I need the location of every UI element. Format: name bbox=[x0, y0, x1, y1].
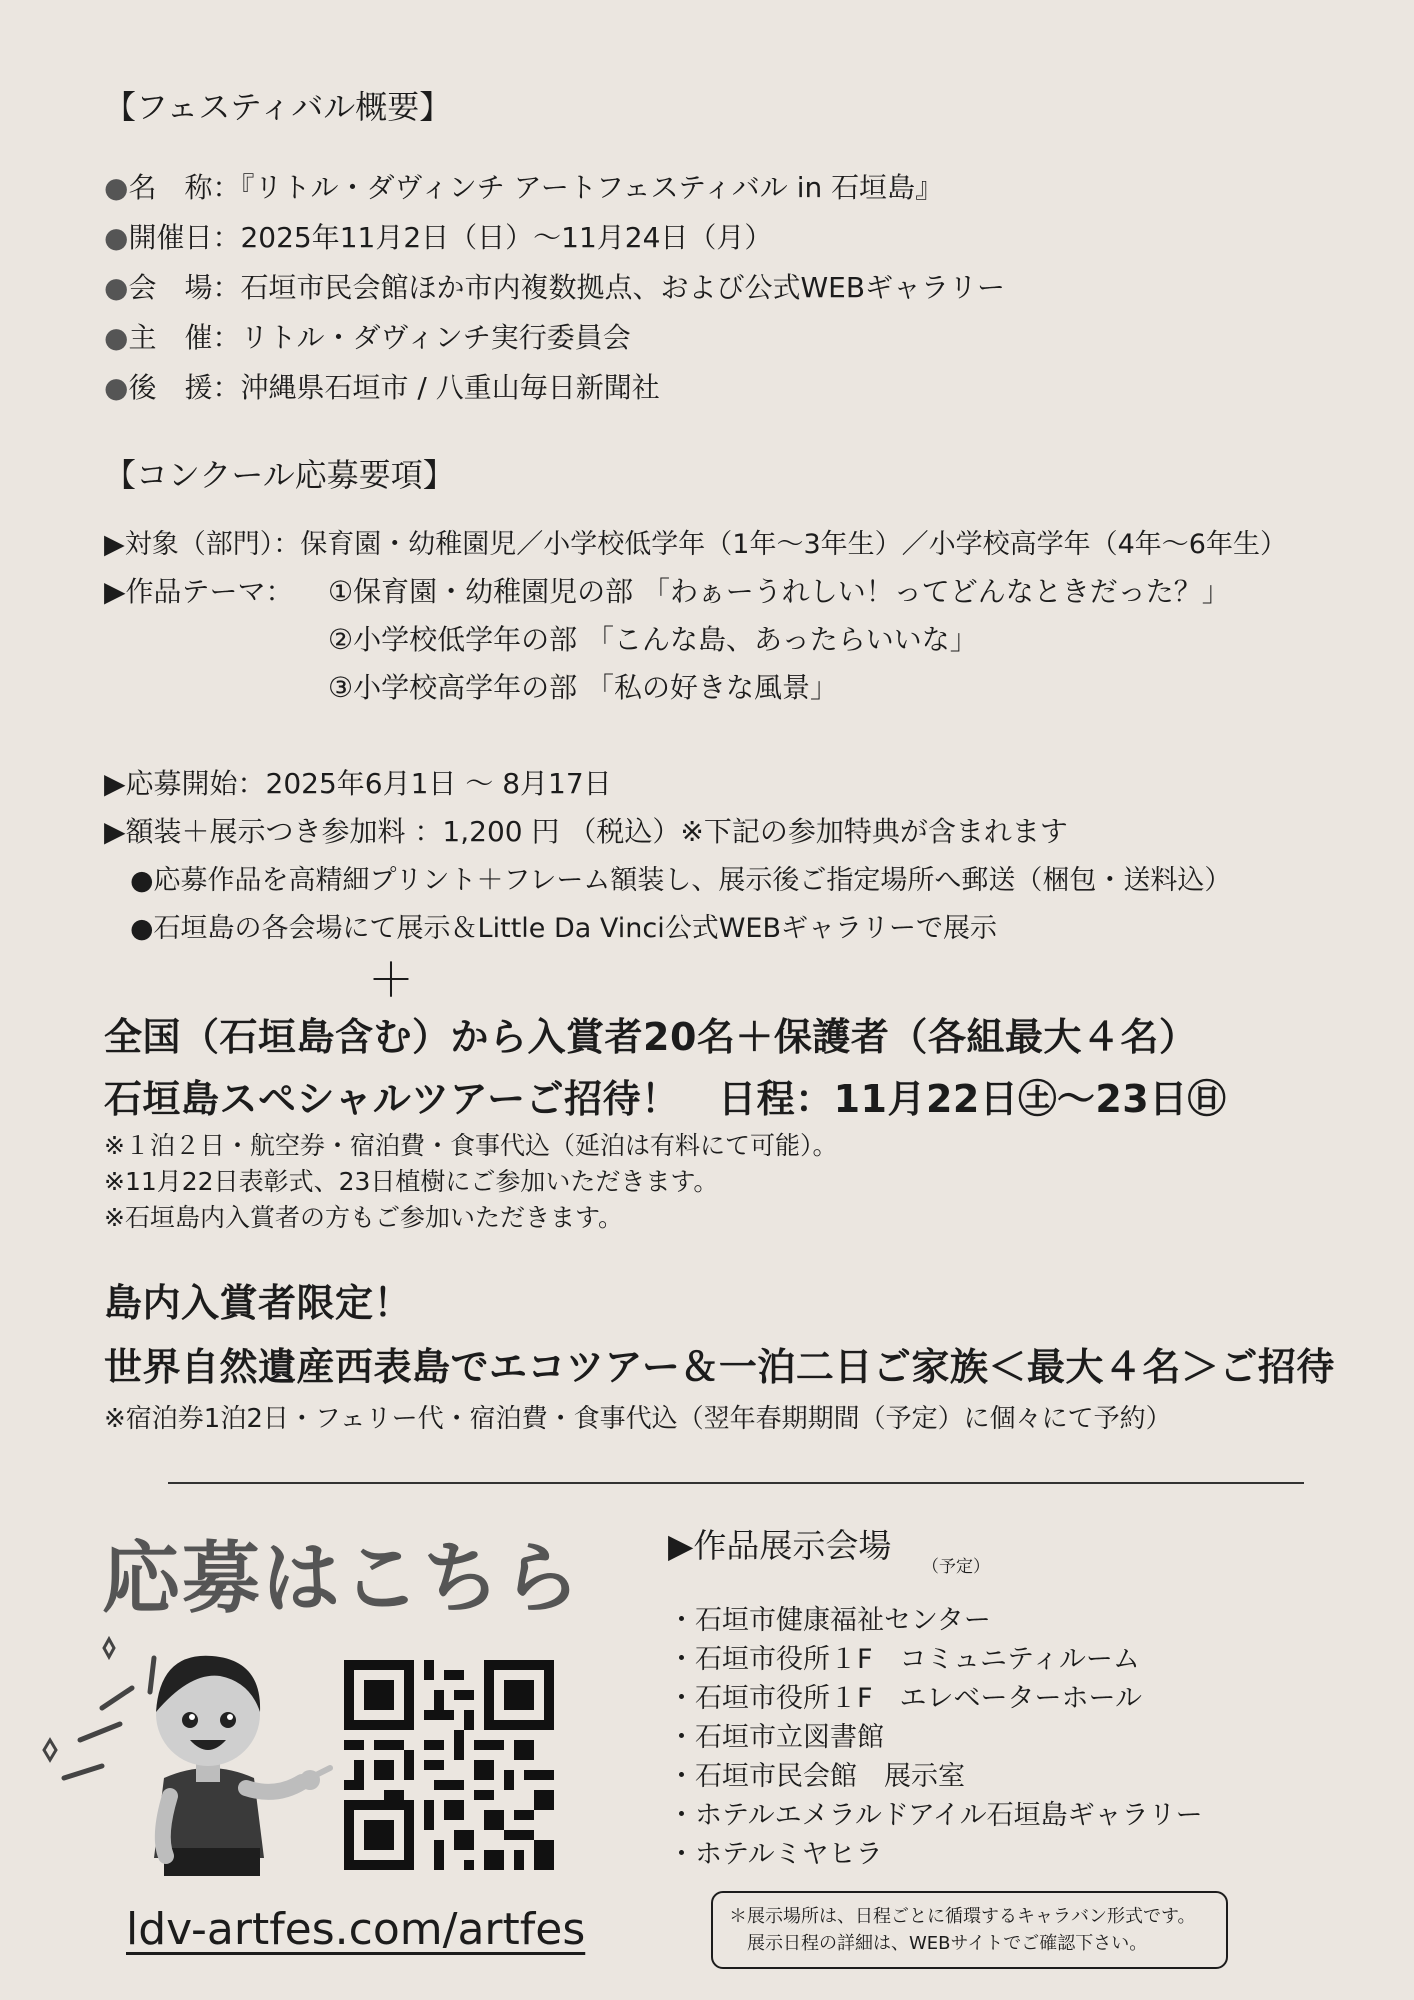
theme-item: ③小学校高学年の部 「私の好きな風景」 bbox=[328, 671, 839, 704]
bullet-icon: ● bbox=[104, 221, 129, 254]
theme-item: ①保育園・幼稚園児の部 「わぁーうれしい！ってどんなときだった？」 bbox=[328, 575, 1230, 608]
contest-fee: ▶額装＋展示つき参加料 ：1,200 円 （税込）※下記の参加特典が含まれます bbox=[104, 815, 1068, 848]
bullet-icon: ● bbox=[104, 271, 129, 304]
tour-headline-1: 全国（石垣島含む）から入賞者20名＋保護者（各組最大４名） bbox=[104, 1015, 1198, 1059]
island-headline-1: 島内入賞者限定！ bbox=[104, 1281, 413, 1325]
tour-note: ※11月22日表彰式、23日植樹にご参加いただきます。 bbox=[104, 1167, 719, 1196]
overview-row-support bbox=[104, 366, 660, 406]
tour-headline-2: 石垣島スペシャルツアーご招待！ 日程：11月22日㊏〜23日㊐ bbox=[104, 1077, 1227, 1121]
venues-subnote: （予定） bbox=[922, 1557, 990, 1577]
row-label: 主 催： bbox=[128, 321, 241, 354]
row-value: 石垣市民会館ほか市内複数拠点、および公式WEBギャラリー bbox=[240, 271, 1006, 304]
row-value: 2025年11月2日（日）〜11月24日（月） bbox=[240, 221, 773, 254]
venue-item: ・石垣市立図書館 bbox=[668, 1722, 884, 1753]
venue-item: ・石垣市役所１F コミュニティルーム bbox=[668, 1644, 1140, 1675]
island-headline-2: 世界自然遺産西表島でエコツアー＆一泊二日ご家族＜最大４名＞ご招待 bbox=[104, 1345, 1335, 1389]
row-label: 開催日： bbox=[128, 221, 241, 254]
bullet-icon: ● bbox=[104, 171, 129, 204]
venue-item: ・ホテルエメラルドアイル石垣島ギャラリー bbox=[668, 1800, 1203, 1831]
bullet-icon: ● bbox=[104, 321, 129, 354]
venue-item: ・石垣市健康福祉センター bbox=[668, 1605, 991, 1636]
theme-item: ②小学校低学年の部 「こんな島、あったらいいな」 bbox=[328, 623, 978, 656]
theme-label: ▶作品テーマ： bbox=[104, 575, 294, 608]
plus-sign: ＋ bbox=[368, 953, 414, 1007]
row-value: 『リトル・ダヴィンチ アートフェスティバル in 石垣島』 bbox=[240, 171, 944, 204]
row-label: 名 称： bbox=[128, 171, 241, 204]
bullet-icon: ● bbox=[104, 371, 129, 404]
row-label: 後 援： bbox=[128, 371, 241, 404]
exhibition-note-box bbox=[711, 1891, 1228, 1969]
row-value: リトル・ダヴィンチ実行委員会 bbox=[240, 321, 631, 354]
venues-heading: ▶作品展示会場 bbox=[668, 1526, 892, 1565]
exhibition-note-line: ＊展示場所は、日程ごとに循環するキャラバン形式です。 bbox=[729, 1906, 1196, 1927]
contest-heading: 【コンクール応募要項】 bbox=[104, 456, 455, 494]
divider bbox=[168, 1482, 1304, 1484]
venue-item: ・石垣市民会館 展示室 bbox=[668, 1761, 965, 1792]
overview-row-name bbox=[104, 166, 943, 206]
row-label: 会 場： bbox=[128, 271, 241, 304]
perk-item: ●石垣島の各会場にて展示＆Little Da Vinci公式WEBギャラリーで展示 bbox=[130, 913, 998, 944]
pointing-boy-illustration bbox=[24, 1628, 334, 1888]
exhibition-note-line: 展示日程の詳細は、WEBサイトでご確認下さい。 bbox=[729, 1933, 1148, 1954]
perk-item: ●応募作品を高精細プリント＋フレーム額装し、展示後ご指定場所へ郵送（梱包・送料込） bbox=[130, 865, 1232, 896]
island-note: ※宿泊券1泊2日・フェリー代・宿泊費・食事代込（翌年春期期間（予定）に個々にて予約） bbox=[104, 1404, 1172, 1434]
overview-heading: 【フェスティバル概要】 bbox=[104, 88, 452, 126]
overview-row-organizer bbox=[104, 316, 631, 356]
venue-item: ・石垣市役所１F エレベーターホール bbox=[668, 1683, 1142, 1714]
apply-title: 応募はこちら bbox=[102, 1534, 583, 1624]
venue-item: ・ホテルミヤヒラ bbox=[668, 1839, 883, 1870]
contest-period: ▶応募開始：2025年6月1日 〜 8月17日 bbox=[104, 767, 612, 800]
tour-note: ※１泊２日・航空券・宿泊費・食事代込（延泊は有料にて可能）。 bbox=[104, 1131, 838, 1160]
tour-note: ※石垣島内入賞者の方もご参加いただきます。 bbox=[104, 1203, 623, 1232]
contest-target: ▶対象（部門）：保育園・幼稚園児／小学校低学年（1年〜3年生）／小学校高学年（4年〜6年生） bbox=[104, 529, 1287, 560]
apply-url-link[interactable]: ldv-artfes.com/artfes bbox=[126, 1904, 586, 1955]
overview-row-dates bbox=[104, 216, 772, 256]
qr-code[interactable] bbox=[344, 1660, 554, 1870]
overview-row-venue bbox=[104, 266, 1005, 306]
row-value: 沖縄県石垣市 / 八重山毎日新聞社 bbox=[240, 371, 660, 404]
